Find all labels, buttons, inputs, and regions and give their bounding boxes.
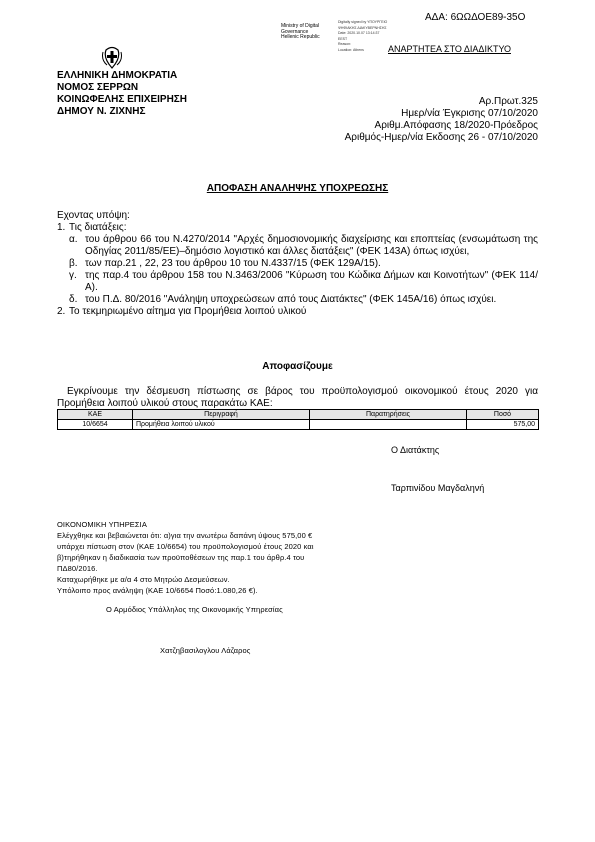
protocol-number: Αρ.Πρωτ.325 [478, 96, 538, 107]
issuer-line: ΕΛΛΗΝΙΚΗ ΔΗΜΟΚΡΑΤΙΑ [57, 70, 178, 81]
decision-number: Αριθμ.Απόφασης 18/2020-Πρόεδρος [374, 120, 538, 131]
issuer-line: ΚΟΙΝΩΦΕΛΗΣ ΕΠΙΧΕΙΡΗΣΗ [57, 94, 188, 105]
table-header-row [58, 410, 539, 420]
item-text: Τις διατάξεις: [69, 222, 127, 233]
finance-line: υπάρχει πίστωση στον (ΚΑΕ 10/6654) του προϋπολογισμού έτους 2020 και [57, 542, 314, 551]
table-cell-kae: 10/6654 [58, 420, 133, 430]
item-number: 1. [57, 222, 66, 233]
decision-heading: Αποφασίζουμε [262, 361, 333, 372]
stamp-line: Governance [281, 28, 309, 35]
table-cell-amount: 575,00 [467, 420, 539, 430]
stamp-line: Ministry of Digital [281, 23, 320, 29]
stamp-detail: Digitally signed by ΥΠΟΥΡΓΕΙΟ [338, 20, 388, 24]
table-row [58, 420, 539, 430]
ada-number: ΑΔΑ: 6ΩΩΔΟΕ89-35Ο [425, 12, 526, 23]
publish-note: ΑΝΑΡΤΗΤΕΑ ΣΤΟ ΔΙΑΔΙΚΤΥΟ [388, 44, 511, 54]
stamp-detail: EEST [338, 36, 348, 41]
sub-item-text: του Π.Δ. 80/2016 "Ανάληψη υποχρεώσεων από τους Διατάκτες" (ΦΕΚ 145Α/16) όπως ισχύει. [85, 294, 497, 305]
finance-official-name: Χατζηβασιλογλου Λάζαρος [160, 646, 251, 655]
item-text: Το τεκμηριωμένο αίτημα για Προμήθεια λοιπού υλικού [69, 306, 307, 317]
stamp-detail: Date: 2020.10.07 13:14:37 [338, 31, 380, 35]
signer-role: Ο Διατάκτης [391, 445, 440, 455]
sub-item-label: γ. [69, 270, 77, 281]
sub-item-text: των παρ.21 , 22, 23 του άρθρου 10 του Ν.4337/15 (ΦΕΚ 129Α/15). [85, 258, 381, 269]
considering-label: Εχοντας υπόψη: [57, 210, 130, 221]
list-item [57, 306, 538, 318]
issuer-block [57, 70, 187, 118]
table-header: Ποσό [467, 410, 539, 420]
issuer-line: ΔΗΜΟΥ Ν. ΖΙΧΝΗΣ [57, 106, 146, 117]
stamp-line: Hellenic Republic [281, 34, 320, 40]
approval-date: Ημερ/νία Έγκρισης 07/10/2020 [401, 108, 538, 119]
hellenic-emblem-icon [101, 46, 123, 69]
stamp-detail: ΨΗΦΙΑΚΗΣ ΔΙΑΚΥΒΕΡΝΗΣΗΣ [338, 25, 387, 30]
stamp-detail: Reason: [338, 42, 352, 46]
sub-item-text: της παρ.4 του άρθρου 158 του Ν.3463/2006 "Κύρωση του Κώδικα Δήμων και Κοινοτήτων" (ΦΕΚ 114/Α). [85, 270, 538, 293]
item-number: 2. [57, 306, 66, 317]
kae-table [57, 409, 539, 430]
sub-item-label: α. [69, 234, 78, 245]
table-cell-description: Προμήθεια λοιπού υλικού [133, 420, 310, 430]
table-cell-notes [310, 420, 467, 430]
page-title: ΑΠΟΦΑΣΗ ΑΝΑΛΗΨΗΣ ΥΠΟΧΡΕΩΣΗΣ [206, 183, 389, 194]
approval-text: Εγκρίνουμε την δέσμευση πίστωσης σε βάρος του προϋπολογισμού οικονομικού έτους 2020 για Προμήθεια λοιπού υλικού στους παρακάτω ΚΑΕ: [57, 386, 538, 409]
digital-signature-details [338, 20, 387, 53]
finance-line: Υπόλοιπο προς ανάληψη (ΚΑΕ 10/6654 Ποσό:1.080,26 €). [57, 586, 258, 595]
finance-line: Καταχωρήθηκε με α/α 4 στο Μητρώο Δεσμεύσεων. [57, 575, 230, 584]
list-item [57, 222, 538, 234]
document-body [57, 210, 538, 318]
finance-block [57, 519, 314, 596]
sub-item-c [69, 270, 538, 294]
sub-item-text: του άρθρου 66 του Ν.4270/2014 "Αρχές δημοσιονομικής διαχείρισης και εποπτείας (ενσωμάτωση της Οδηγίας 2011/85/ΕΕ)–δημόσιο λογιστικό και άλλες διατάξεις" (ΦΕΚ 143Α) όπως ισχύει, [85, 234, 538, 257]
issue-number-date: Αριθμός-Ημερ/νία Εκδοσης 26 - 07/10/2020 [344, 132, 538, 143]
finance-line: ΠΔ80/2016. [57, 564, 98, 573]
table-header: Παρατηρήσεις [310, 410, 467, 420]
finance-line: β)τηρήθηκαν η διαδικασία των προϋποθέσεων της παρ.1 του άρθρ.4 του [57, 553, 305, 562]
sub-item-b [69, 258, 538, 270]
digital-signature-stamp [281, 24, 320, 41]
sub-item-d [69, 294, 538, 306]
sub-item-label: β. [69, 258, 78, 269]
sub-item-a [69, 234, 538, 258]
stamp-detail: Location: Athens [338, 47, 364, 52]
finance-heading: ΟΙΚΟΝΟΜΙΚΗ ΥΠΗΡΕΣΙΑ [57, 520, 147, 529]
finance-line: Ελέγχθηκε και βεβαιώνεται ότι: α)για την ανωτέρω δαπάνη ύψους 575,00 € [57, 531, 313, 540]
signer-name: Ταρπινίδου Μαγδαληνή [391, 483, 485, 493]
sub-item-label: δ. [69, 294, 78, 305]
finance-official-role: Ο Αρμόδιος Υπάλληλος της Οικονομικής Υπηρεσίας [106, 605, 283, 614]
document-meta [345, 96, 538, 144]
issuer-line: ΝΟΜΟΣ ΣΕΡΡΩΝ [57, 82, 139, 93]
table-header: Περιγραφή [133, 410, 310, 420]
table-header: ΚΑΕ [58, 410, 133, 420]
